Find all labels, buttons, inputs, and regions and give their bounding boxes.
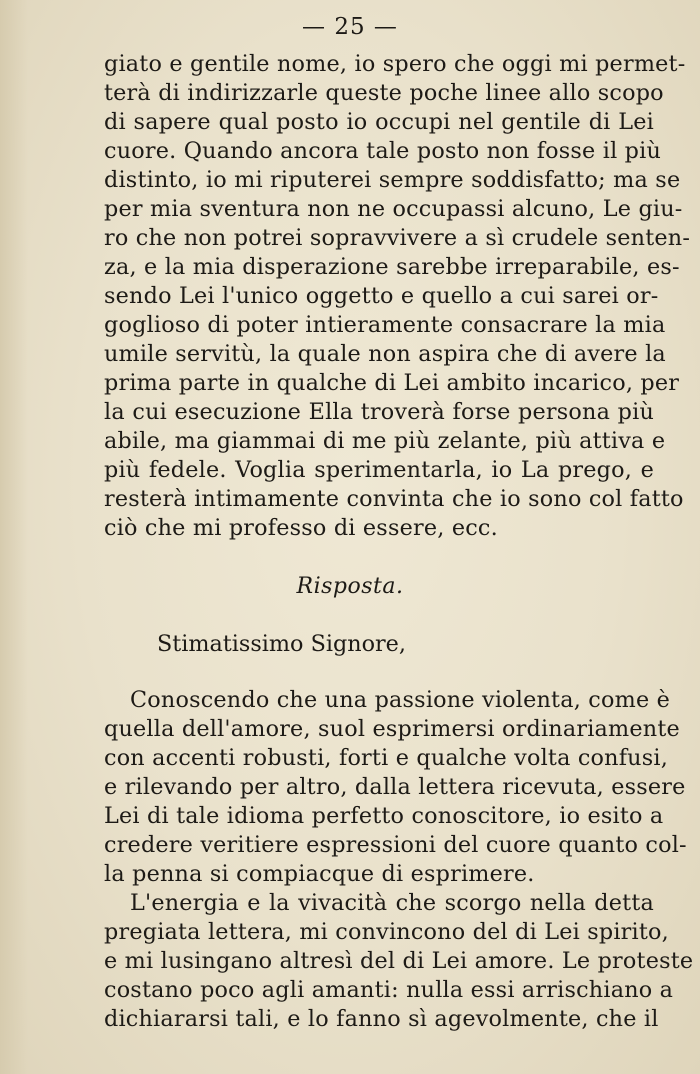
reply-line: e rilevando per altro, dalla lettera ricevuta, essere (104, 774, 686, 800)
reply-line: quella dell'amore, suol esprimersi ordinariamente (104, 716, 680, 742)
reply-line: la penna si compiacque di esprimere. (104, 861, 535, 887)
reply-salutation: Stimatissimo Signore, (157, 631, 406, 657)
reply-line: e mi lusingano altresì del di Lei amore. Le proteste (104, 948, 694, 974)
letter-line: goglioso di poter intieramente consacrare la mia (104, 312, 666, 338)
letter-line: za, e la mia disperazione sarebbe irreparabile, es- (104, 254, 680, 280)
letter-line: per mia sventura non ne occupassi alcuno, Le giu- (104, 196, 683, 222)
reply-line: pregiata lettera, mi convincono del di Lei spirito, (104, 919, 669, 945)
reply-line: Lei di tale idioma perfetto conoscitore, io esito a (104, 803, 664, 829)
letter-line: di sapere qual posto io occupi nel gentile di Lei (104, 109, 654, 135)
letter-line: ro che non potrei sopravvivere a sì crudele senten- (104, 225, 691, 251)
letter-line: cuore. Quando ancora tale posto non fosse il più (104, 138, 662, 164)
letter-line: umile servitù, la quale non aspira che di avere la (104, 341, 666, 367)
reply-heading: Risposta. (296, 574, 404, 599)
reply-line: credere veritiere espressioni del cuore quanto col- (104, 832, 687, 858)
letter-line: la cui esecuzione Ella troverà forse persona più (104, 399, 654, 425)
reply-line: dichiararsi tali, e lo fanno sì agevolmente, che il (104, 1006, 659, 1032)
letter-line: distinto, io mi riputerei sempre soddisfatto; ma se (104, 167, 681, 193)
letter-line: più fedele. Voglia sperimentarla, io La prego, e (104, 457, 654, 483)
letter-line: sendo Lei l'unico oggetto e quello a cui sarei or- (104, 283, 659, 309)
reply-line: con accenti robusti, forti e qualche volta confusi, (104, 745, 669, 771)
page-number: — 25 — (302, 14, 398, 40)
letter-line: resterà intimamente convinta che io sono col fatto (104, 486, 684, 512)
letter-line: prima parte in qualche di Lei ambito incarico, per (104, 370, 680, 396)
reply-line: Conoscendo che una passione violenta, come è (130, 687, 671, 713)
letter-line: ciò che mi professo di essere, ecc. (104, 515, 498, 541)
letter-line: abile, ma giammai di me più zelante, più attiva e (104, 428, 666, 454)
letter-line: terà di indirizzarle queste poche linee allo scopo (104, 80, 664, 106)
letter-line: giato e gentile nome, io spero che oggi mi permet- (104, 51, 686, 77)
reply-line: L'energia e la vivacità che scorgo nella detta (130, 890, 654, 916)
page-edge-shadow (0, 0, 28, 1074)
reply-line: costano poco agli amanti: nulla essi arrischiano a (104, 977, 674, 1003)
